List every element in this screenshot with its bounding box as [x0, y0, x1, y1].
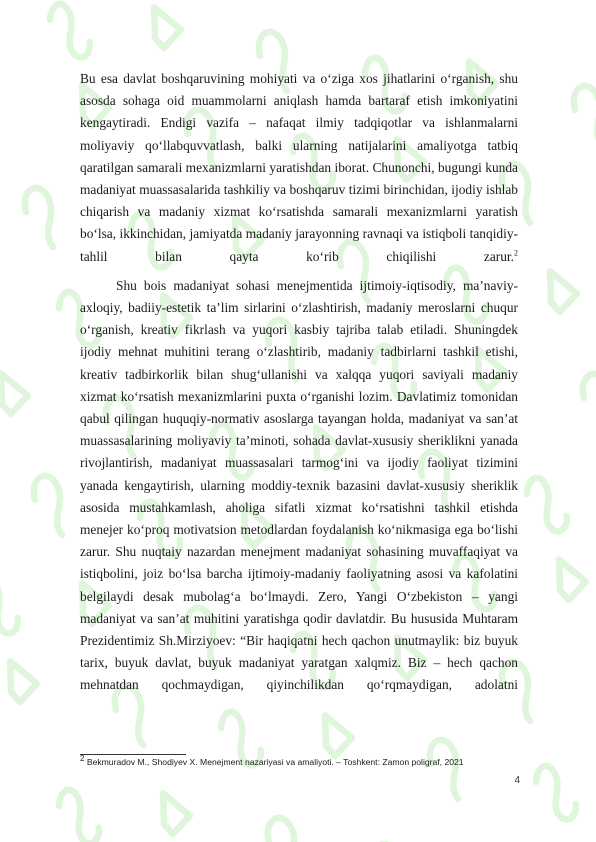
watermark-glyph	[141, 2, 184, 50]
watermark-glyph	[54, 786, 104, 842]
paragraph-1-text: Bu esa davlat boshqaruvining mohiyati va o‘ziga xos jihatlarini o‘rganish, shu asosda sohaga oid muammolarni aniqlash hamda bartaraf etish imkoniyatini kengaytiradi. Endigi vazifa – nafaqat ilmiy tadqiqotlar va ishlanmalarni moliyaviy qo‘llabquvvatlash, balki ularning natijalarini amaliyotga tatbiq qaratilgan samarali mexanizmlarni yaratishdan iborat. Chunonchi, bugungi kunda madaniyat muassasalarida tashkiliy va boshqaruv tizimi birinchidan, ijodiy ishlab chiqarish va madaniy xizmat ko‘rsatishda samarali mexanizmlarni yaratish bo‘lsa, ikkinchidan, jamiyatda madaniy jarayonning ravnaqi va istiqboli tanqidiy-tahlil bilan qayta ko‘rib chiqilishi zarur.	[80, 71, 518, 264]
paragraph-2: Shu bois madaniyat sohasi menejmentida ijtimoiy-iqtisodiy, ma’naviy-axloqiy, badiiy-estetik ta’lim sirlarini o‘zlashtirish, madaniy meroslarni chuqur o‘rganish, kreativ fikrlash va yuqori kasbiy tajriba talab etiladi. Shuningdek ijodiy mehnat muhitini terang o‘zlashtirib, madaniy tadbirlarni tashkil etishi, kreativ tadbirkorlik bilan shug‘ullanishi va xalqqa yuqori saviyali madaniy xizmat ko‘rsatish mexanizmlarini puxta o‘rganishi lozim. Davlatimiz tomonidan qabul qilingan huquqiy-normativ asoslarga tayangan holda, madaniyat va san’at muassasalarining moliyaviy ta’minoti, sohada davlat-xususiy sheriklikni yanada rivojlantirish, madaniyat muassasalari tarmog‘ini va ijodiy faoliyat tizimini yanada kengaytirish, ularning moddiy-texnik bazasini davlat-xususiy sheriklik asosida mustahkamlash, aholiga sifatli xizmat ko‘rsatishni tashkil etishda menejer ko‘proq motivatsion metodlardan foydalanish ko‘nikmasiga ega bo‘lishi zarur. Shu nuqtaiy nazardan menejment madaniyat sohasining muvaffaqiyat va istiqbolini, joiz bo‘lsa barcha ijtimoiy-madaniy faoliyatning asosi va kafolatini belgilaydi desak mubolag‘a bo‘lmaydi. Zero, Yangi O‘zbekiston – yangi madaniyat va san’at muhitini yaratishga qodir davlatdir. Bu hususida Muhtaram Prezidentimiz Sh.Mirziyoev: “Bir haqiqatni hech qachon unutmaylik: biz buyuk tarix, buyuk davlat, buyuk madaniyat yaratgan xalqmiz. Biz – hech qachon mehnatdan qochmaydigan, qiyinchilikdan qo‘rqmaydigan, adolatni	[80, 277, 518, 693]
watermark-glyph	[531, 762, 581, 823]
watermark-glyph	[150, 788, 193, 836]
footnote	[80, 754, 520, 768]
watermark-glyph	[422, 736, 477, 801]
watermark-glyph	[0, 656, 40, 704]
body-text	[80, 68, 518, 697]
watermark-glyph	[546, 554, 589, 602]
watermark-glyph	[45, 0, 95, 61]
watermark-glyph	[575, 370, 596, 435]
watermark-glyph	[0, 576, 23, 637]
watermark-glyph	[17, 184, 72, 249]
watermark-glyph	[566, 82, 596, 147]
page-number: 4	[514, 775, 520, 786]
watermark-glyph	[260, 814, 315, 842]
footnote-text: Bekmuradov M., Shodiyev X. Menejment nazariyasi va amaliyoti. – Toshkent: Zamon poligraf, 2021	[84, 757, 464, 767]
watermark-glyph	[312, 710, 355, 758]
footnote-number: 2	[80, 754, 85, 764]
footnote-divider	[80, 754, 186, 755]
watermark-glyph	[537, 266, 580, 314]
watermark-glyph	[522, 474, 572, 535]
paragraph-1	[80, 68, 518, 268]
watermark-glyph	[26, 472, 81, 537]
footnote-ref-2[interactable]: 2	[514, 248, 518, 258]
watermark-glyph	[0, 368, 31, 416]
